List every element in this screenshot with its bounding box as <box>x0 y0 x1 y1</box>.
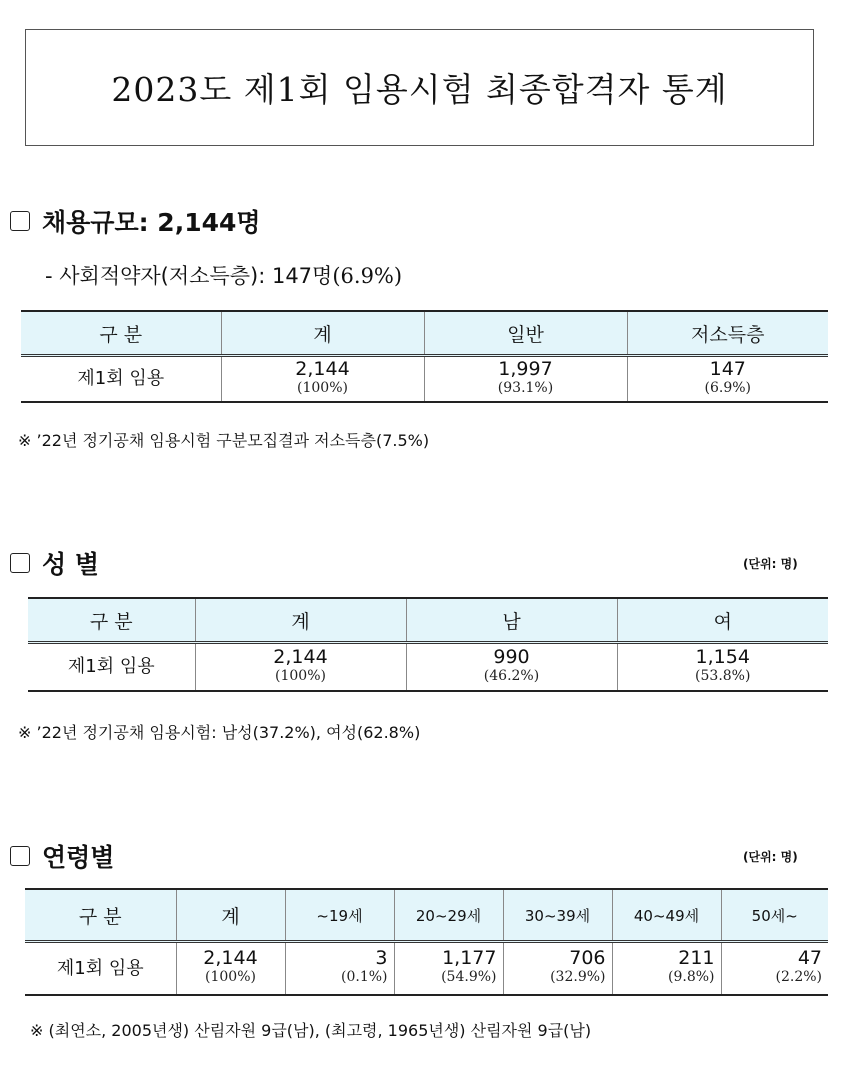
header-cell: 일반 <box>424 311 627 356</box>
header-cell: 20~29세 <box>394 889 503 942</box>
header-cell: 계 <box>195 598 406 643</box>
header-cell: 구 분 <box>28 598 195 643</box>
header-cell: 구 분 <box>21 311 221 356</box>
checkbox-square-icon <box>10 846 30 866</box>
age-table <box>25 888 828 996</box>
table-cell: 47 (2.2%) <box>721 942 828 995</box>
gender-heading: 성 별 <box>42 550 100 579</box>
age-unit: (단위: 명) <box>743 850 798 864</box>
gender-table <box>28 597 828 692</box>
checkbox-square-icon <box>10 553 30 573</box>
header-cell: 여 <box>617 598 828 643</box>
table-header-row <box>25 889 828 942</box>
table-cell: 1,997 (93.1%) <box>424 356 627 402</box>
header-cell: 구 분 <box>25 889 176 942</box>
header-cell: 40~49세 <box>612 889 721 942</box>
table-header-row <box>21 311 828 356</box>
checkbox-square-icon <box>10 211 30 231</box>
table-row <box>25 942 828 995</box>
header-cell: 30~39세 <box>503 889 612 942</box>
table-row <box>28 643 828 691</box>
row-label: 제1회 임용 <box>25 942 176 995</box>
table-cell: 706 (32.9%) <box>503 942 612 995</box>
gender-note: ※ ’22년 정기공채 임용시험: 남성(37.2%), 여성(62.8%) <box>18 723 421 742</box>
table-cell: 3 (0.1%) <box>285 942 394 995</box>
table-cell: 211 (9.8%) <box>612 942 721 995</box>
header-cell: 저소득층 <box>627 311 828 356</box>
age-note: ※ (최연소, 2005년생) 산림자원 9급(남), (최고령, 1965년생) 산림자원 9급(남) <box>30 1021 592 1040</box>
table-cell: 147 (6.9%) <box>627 356 828 402</box>
section-heading-scale <box>10 203 261 239</box>
scale-heading: 채용규모: 2,144명 <box>42 208 261 237</box>
scale-table <box>21 310 828 403</box>
gender-unit: (단위: 명) <box>743 557 798 571</box>
header-cell: 계 <box>221 311 424 356</box>
table-row <box>21 356 828 402</box>
row-label: 제1회 임용 <box>28 643 195 691</box>
header-cell: 50세~ <box>721 889 828 942</box>
section-heading-age <box>10 838 114 874</box>
age-heading: 연령별 <box>42 843 115 872</box>
header-cell: ~19세 <box>285 889 394 942</box>
table-cell: 2,144 (100%) <box>195 643 406 691</box>
scale-sub-prefix: - 사회적약자(저소득층): 147명 <box>45 264 333 288</box>
section-heading-gender <box>10 545 99 581</box>
row-label: 제1회 임용 <box>21 356 221 402</box>
scale-note: ※ ’22년 정기공채 임용시험 구분모집결과 저소득층(7.5%) <box>18 431 430 450</box>
table-cell: 2,144 (100%) <box>176 942 285 995</box>
scale-subline <box>45 260 402 290</box>
header-cell: 계 <box>176 889 285 942</box>
table-cell: 1,154 (53.8%) <box>617 643 828 691</box>
table-cell: 2,144 (100%) <box>221 356 424 402</box>
table-cell: 990 (46.2%) <box>406 643 617 691</box>
scale-sub-pct: (6.9%) <box>332 264 403 288</box>
page-title: 2023도 제1회 임용시험 최종합격자 통계 <box>25 29 814 146</box>
header-cell: 남 <box>406 598 617 643</box>
table-header-row <box>28 598 828 643</box>
table-cell: 1,177 (54.9%) <box>394 942 503 995</box>
